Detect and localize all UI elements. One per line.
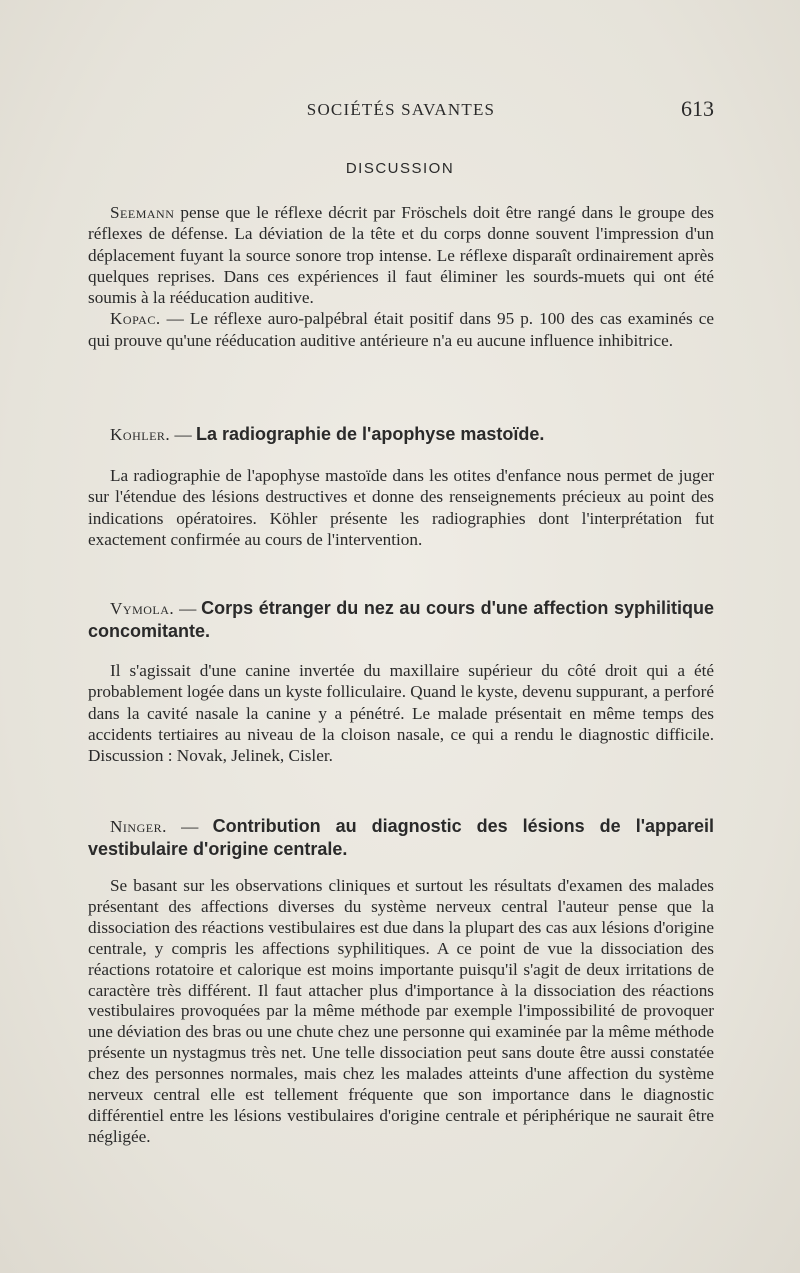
running-head [88, 96, 714, 124]
paragraph-text: Il s'agissait d'une canine invertée du maxillaire supérieur du côté droit qui a été probablement logée dans un kyste folliculaire. Quand le kyste, devenu suppurant, a perforé dans la cavité nasale la canine y a pénétré. Le malade présentait en même temps des accidents tertiaires au niveau de la cloison nasale, ce qui a rendu le diagnostic difficile. Discussion : Novak, Jelinek, Cisler. [88, 661, 714, 766]
section-heading-kohler [88, 423, 714, 446]
page-number: 613 [681, 96, 714, 121]
paragraph-text: — Le réflexe auro-palpébral était positif dans 95 p. 100 des cas examinés ce qui prouve qu'une rééducation auditive antérieure n'a eu aucune influence inhibitrice. [88, 309, 714, 350]
paragraph-text: Se basant sur les observations cliniques et surtout les résultats d'examen des malades présentant des affections diverses du système nerveux central l'auteur pense que la dissociation des réactions vestibulaires est due dans la plupart des cas aux lésions d'origine centrale, y compris les affections syphilitiques. A ce point de vue la dissociation des réactions rotatoire et calorique est moins importante puisqu'il s'agit de deux irritations de caractère très différent. Il faut attacher plus d'importance à la dissociation des réactions vestibulaires provoquées par la même méthode par exemple l'impossibilité de provoquer une déviation des bras ou une chute chez une personne qui examinée par la même méthode présente un nystagmus très net. Une telle dissociation peut sans doute être aussi constatée chez des personnes normales, mais chez les malades atteints d'une affection du système nerveux central elle est tellement fréquente que son importance dans le diagnostic différentiel entre les lésions vestibulaires d'origine centrale et périphérique ne saurait être négligée. [88, 876, 714, 1146]
section-heading-ninger [88, 815, 714, 861]
heading-dash: — [166, 817, 213, 836]
section-body-vymola [88, 660, 714, 766]
discussion-block [88, 202, 714, 351]
section-title: La radiographie de l'apophyse mastoïde. [196, 424, 545, 444]
heading-dash: — [174, 599, 202, 618]
author-name: Vymola. [110, 599, 175, 618]
discussion-paragraph-seemann [88, 202, 714, 308]
section-body-kohler [88, 465, 714, 550]
heading-dash: — [170, 425, 196, 444]
author-name: Kopac. [110, 309, 161, 329]
paragraph-text: La radiographie de l'apophyse mastoïde dans les otites d'enfance nous permet de juger sur l'étendue des lésions destructives et donne des renseignements précieux au point des indications opératoires. Köhler présente les radiographies dont l'interprétation fut exactement confirmée au cours de l'intervention. [88, 466, 714, 549]
discussion-paragraph-kopac [88, 308, 714, 351]
discussion-heading: DISCUSSION [345, 160, 455, 177]
author-name: Kohler. [110, 425, 171, 444]
running-title: SOCIÉTÉS SAVANTES [306, 100, 496, 119]
section-title: Contribution au diagnostic des lésions de l'appareil vestibulaire d'origine centrale. [88, 816, 714, 859]
author-name: Seemann [110, 203, 175, 222]
section-heading-vymola [88, 597, 714, 643]
author-name: Ninger. [110, 817, 167, 836]
section-body-ninger [88, 876, 714, 1148]
section-title: Corps étranger du nez au cours d'une affection syphilitique concomitante. [88, 598, 715, 641]
paragraph-text: pense que le réflexe décrit par Fröschels doit être rangé dans le groupe des réflexes de défense. La déviation de la tête et du corps donne souvent l'impression d'un déplacement fuyant la source sonore trop intense. Le réflexe disparaît ordinairement après quelques reprises. Dans ces expériences il faut éliminer les sourds-muets qui ont été soumis à la rééducation auditive. [88, 203, 714, 308]
